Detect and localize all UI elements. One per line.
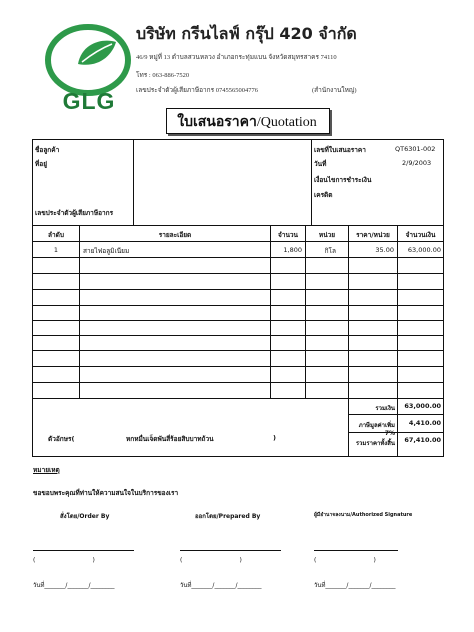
prepared-by-label: ออกโดย/Prepared By: [195, 513, 261, 520]
grand-total-value: 67,410.00: [404, 436, 441, 444]
prepared-by-signature-line: [180, 550, 281, 551]
item-amount: 63,000.00: [407, 246, 441, 254]
thanks-text: ขอขอบพระคุณที่ท่านให้ความสนใจในบริการของเรา: [33, 489, 179, 497]
amount-in-words-label: ตัวอักษร(: [48, 435, 75, 443]
company-phone: โทร : 063-886-7520: [136, 72, 190, 79]
document-title-en: /Quotation: [256, 115, 317, 130]
col-price-header: ราคา/หน่วย: [356, 231, 390, 239]
col-no-header: ลำดับ: [48, 231, 64, 239]
authorized-label: ผู้มีอำนาจลงนาม/Authorized Signature: [314, 512, 413, 518]
order-by-date: วันที่_______/_______/________: [33, 582, 115, 589]
subtotal-label: รวมเงิน: [375, 405, 395, 412]
authorized-signature-line: [314, 550, 398, 551]
prepared-by-name: ( ): [180, 557, 242, 564]
document-title-th: ใบเสนอราคา: [177, 115, 257, 130]
document-title: [166, 111, 328, 133]
authorized-date: วันที่_______/_______/________: [314, 582, 396, 589]
order-by-signature-line: [33, 550, 134, 551]
col-qty-header: จำนวน: [278, 231, 298, 239]
item-price: 35.00: [375, 246, 394, 254]
company-name: บริษัท กรีนไลฟ์ กรุ๊ป 420 จำกัด: [136, 24, 357, 43]
item-unit: กิโล: [324, 247, 336, 255]
order-by-name: ( ): [33, 557, 95, 564]
company-tax-id: เลขประจำตัวผู้เสียภาษีอากร 0745565004776: [136, 87, 258, 94]
item-no: 1: [53, 246, 59, 254]
col-amount-header: จำนวนเงิน: [405, 231, 436, 239]
amount-in-words: หกหมื่นเจ็ดพันสี่ร้อยสิบบาทถ้วน: [126, 435, 214, 443]
credit-label: เครดิต: [314, 191, 333, 199]
grand-total-label: รวมราคาทั้งสิ้น: [355, 440, 395, 447]
company-branch: (สำนักงานใหญ่): [312, 87, 357, 94]
subtotal-value: 63,000.00: [404, 402, 441, 410]
payment-terms-label: เงื่อนไขการชำระเงิน: [314, 176, 372, 184]
customer-tax-label: เลขประจำตัวผู้เสียภาษีอากร: [35, 209, 114, 217]
authorized-name: ( ): [314, 557, 376, 564]
notes-label: หมายเหตุ: [33, 466, 60, 474]
vat-label: ภาษีมูลค่าเพิ่ม 7%: [358, 422, 395, 437]
quote-date: 2/9/2003: [402, 159, 432, 167]
customer-name-label: ชื่อลูกค้า: [35, 146, 60, 154]
item-description: สายไฟอลูมิเนียม: [83, 247, 130, 255]
col-description-header: รายละเอียด: [158, 231, 192, 239]
quote-number-label: เลขที่ใบเสนอราคา: [314, 146, 366, 154]
quote-number: QT6301-002: [395, 145, 436, 153]
company-address: 46/9 หมู่ที่ 13 ตำบลสวนหลวง อำเภอกระทุ่มแบน จังหวัดสมุทรสาคร 74110: [136, 54, 337, 61]
amount-in-words-close: ): [273, 434, 276, 442]
item-qty: 1,800: [283, 246, 302, 254]
prepared-by-date: วันที่_______/_______/________: [180, 582, 262, 589]
vat-value: 4,410.00: [408, 419, 441, 427]
customer-address-label: ที่อยู่: [35, 160, 47, 168]
col-unit-header: หน่วย: [318, 231, 336, 239]
logo-text: GLG: [62, 88, 116, 114]
quote-date-label: วันที่: [314, 160, 327, 168]
order-by-label: สั่งโดย/Order By: [60, 513, 110, 520]
